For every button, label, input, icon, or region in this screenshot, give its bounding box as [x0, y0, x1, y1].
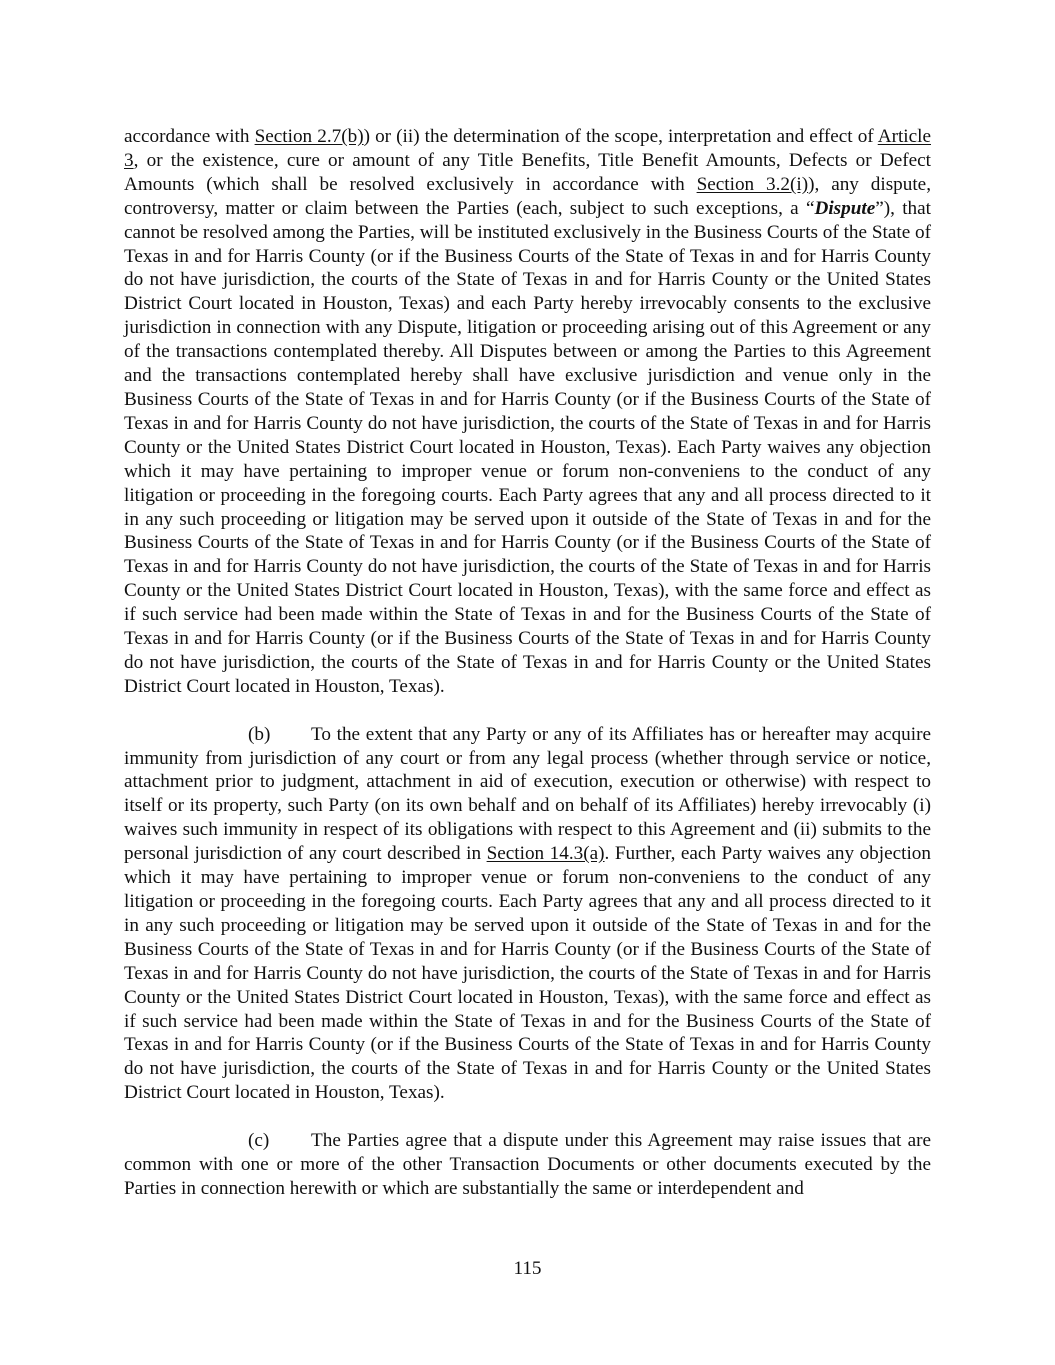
text-run: . Further, each Party waives any objection which it may have pertaining to improper venue or forum non-conveniens to the conduct of any litigation or proceeding in the foregoing courts. Each Party agrees that any and all process directed to it in any such proceeding or litigation may be served upon it outside of the State of Texas in and for the Business Courts of the State of Texas in and for Harris County (or if the Business Courts of the State of Texas in and for Harris County do not have jurisdiction, the courts of the State of Texas in and for Harris County or the United States District Court located in Houston, Texas), with the same force and effect as if such service had been made within the State of Texas in and for the Business Courts of the State of Texas in and for Harris County (or if the Business Courts of the State of Texas in and for Harris County do not have jurisdiction, the courts of the State of Texas in and for Harris County or the United States District Court located in Houston, Texas). [124, 843, 931, 1104]
section-3-2i-reference: Section 3.2(i) [696, 173, 809, 195]
text-run: accordance with [124, 126, 255, 147]
text-run: The Parties agree that a dispute under this Agreement may raise issues that are common with one or more of the other Transaction Documents or other documents executed by the Parties in connection herewith or which are substantially the same or interdependent and [124, 1130, 931, 1199]
section-2-7b-reference: Section 2.7(b) [254, 126, 364, 147]
page-number: 115 [513, 1258, 542, 1279]
paragraph-c-label: (c) [248, 1130, 270, 1152]
text-run: ”), that cannot be resolved among the Parties, will be instituted exclusively in the Business Courts of the State of Texas in and for Harris County (or if the Business Courts of the State of Texas in and for Harris County do not have jurisdiction, the courts of the State of Texas in and for Harris County or the United States District Court located in Houston, Texas) and each Party hereby irrevocably consents to the exclusive jurisdiction in connection with any Dispute, litigation or proceeding arising out of this Agreement or any of the transactions contemplated thereby. All Disputes between or among the Parties to this Agreement and the transactions contemplated hereby shall have exclusive jurisdiction and venue only in the Business Courts of the State of Texas in and for Harris County (or if the Business Courts of the State of Texas in and for Harris County do not have jurisdiction, the courts of the State of Texas in and for Harris County or the United States District Court located in Houston, Texas). Each Party waives any objection which it may have pertaining to improper venue or forum non-conveniens to the conduct of any litigation or proceeding in the foregoing courts. Each Party agrees that any and all process directed to it in any such proceeding or litigation may be served upon it outside of the State of Texas in and for the Business Courts of the State of Texas in and for Harris County (or if the Business Courts of the State of Texas in and for Harris County do not have jurisdiction, the courts of the State of Texas in and for Harris County or the United States District Court located in Houston, Texas), with the same force and effect as if such service had been made within the State of Texas in and for the Business Courts of the State of Texas in and for Harris County (or if the Business Courts of the State of Texas in and for Harris County do not have jurisdiction, the courts of the State of Texas in and for Harris County or the United States District Court located in Houston, Texas). [124, 197, 931, 697]
section-14-3a-reference: Section 14.3(a) [486, 843, 605, 865]
defined-term-dispute: Dispute [814, 197, 876, 219]
document-body [124, 125, 931, 1201]
article-3-reference: Article 3 [124, 126, 931, 171]
paragraph-b-label: (b) [248, 723, 271, 745]
text-run: To the extent that any Party or any of its Affiliates has or hereafter may acquire immunity from jurisdiction of any court or from any legal process (whether through service or notice, attachment prior to judgment, attachment in aid of execution, execution or otherwise) with respect to itself or its property, such Party (on its own behalf and on behalf of its Affiliates) hereby irrevocably (i) waives such immunity in respect of its obligations with respect to this Agreement and (ii) submits to the personal jurisdiction of any court described in [124, 723, 931, 865]
paragraph-b [124, 723, 931, 1106]
paragraph-c [124, 1129, 931, 1201]
paragraph-a-continuation [124, 125, 931, 699]
text-run: ) or (ii) the determination of the scope, interpretation and effect of [363, 126, 878, 147]
text-run: , or the existence, cure or amount of any Title Benefits, Title Benefit Amounts, Defects or Defect Amounts (which shall be resolved exclusively in accordance with [124, 149, 931, 195]
text-run: ), any dispute, controversy, matter or claim between the Parties (each, subject to such exceptions, a “ [124, 173, 931, 219]
